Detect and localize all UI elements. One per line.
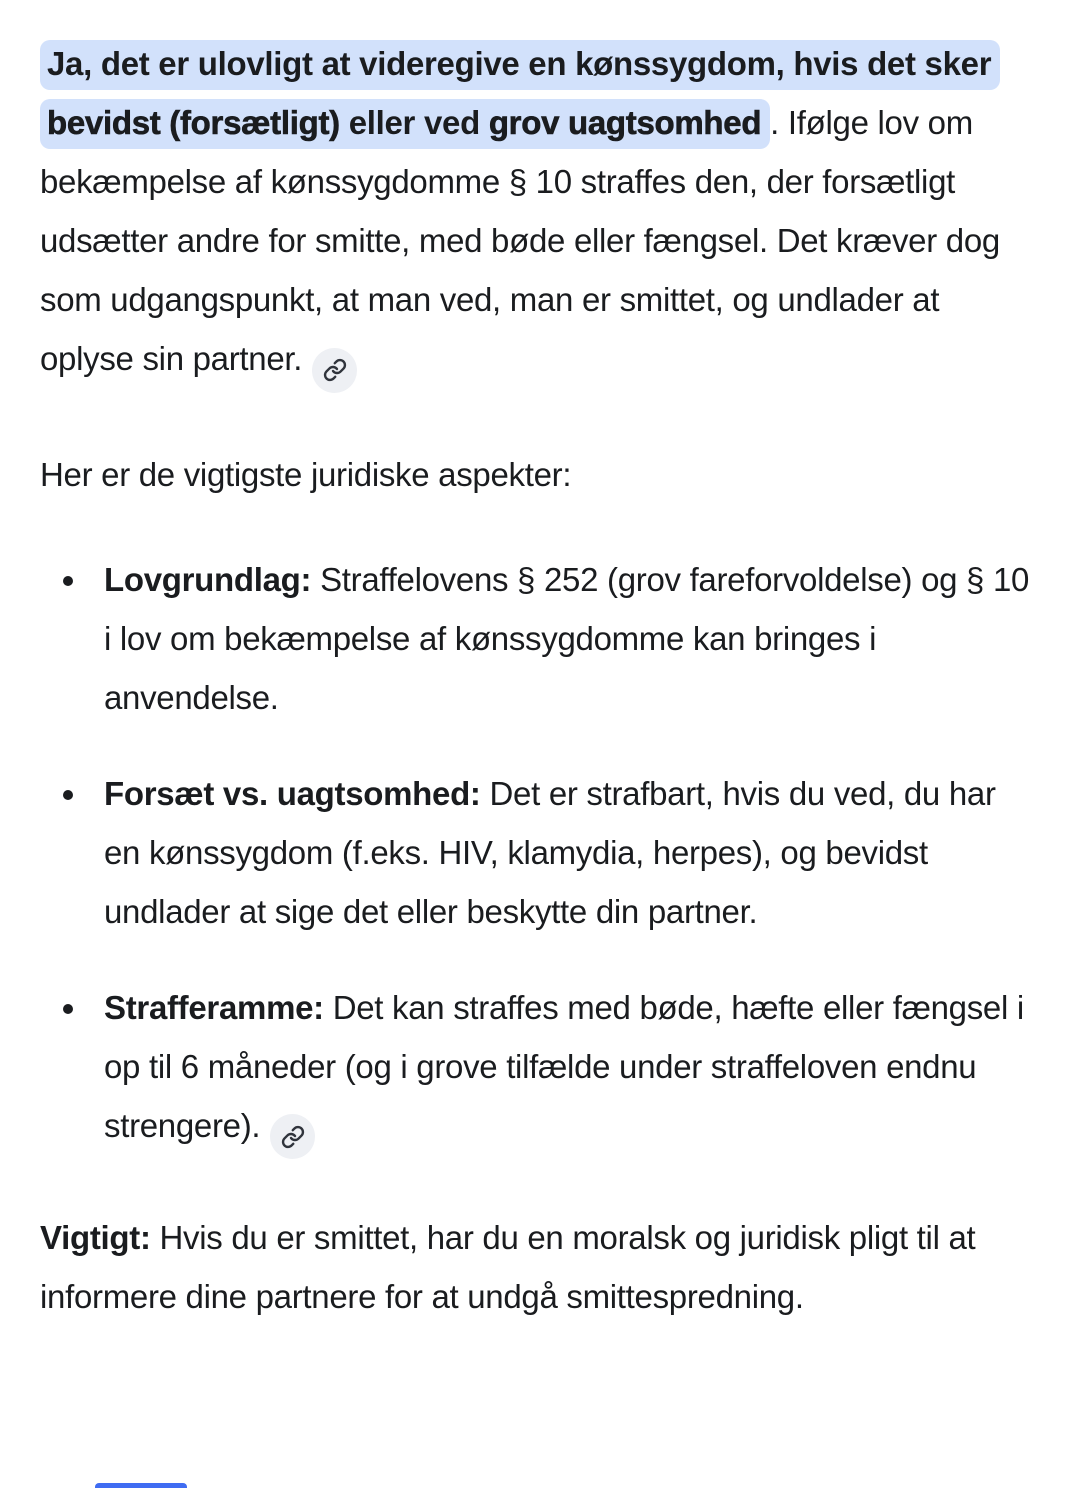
bullet-text: Straffelovens § 252 (grov fareforvoldelse) og § 10 i lov om bekæmpelse af kønssygdomme kan bringes i anvendelse. — [104, 560, 1030, 716]
citation-link-chip[interactable] — [270, 1114, 315, 1159]
bullet-label: Lovgrundlag: — [104, 560, 312, 598]
bullet-label: Forsæt vs. uagtsomhed: — [104, 774, 481, 812]
link-icon — [323, 358, 347, 382]
highlight-text: Ja, det er ulovligt at videregive en kønssygdom, hvis det sker — [47, 45, 992, 82]
intro-rest-text: . Ifølge lov om bekæmpelse af kønssygdomme § 10 straffes den, der forsætligt udsætter andre for smitte, med bøde eller fængsel. Det kræver dog som udgangspunkt, at man ved, man er smittet, og undlader at oplyse sin partner. — [40, 104, 1000, 377]
list-item — [90, 764, 1040, 941]
highlight-text: eller ved — [339, 104, 489, 141]
highlight-strong-text: bevidst (forsætligt) — [47, 104, 340, 141]
important-note-paragraph — [40, 1208, 1040, 1326]
list-item — [90, 978, 1040, 1160]
citation-link-chip[interactable] — [312, 348, 357, 393]
bottom-cutoff-element[interactable] — [95, 1483, 187, 1488]
bullet-text: Det kan straffes med bøde, hæfte eller fængsel i op til 6 måneder (og i grove tilfælde under straffeloven endnu strengere). — [104, 988, 1024, 1144]
intro-paragraph — [40, 34, 1040, 393]
link-icon — [281, 1125, 305, 1149]
list-intro-text: Her er de vigtigste juridiske aspekter: — [40, 455, 572, 493]
important-text: Hvis du er smittet, har du en moralsk og juridisk pligt til at informere dine partnere for at undgå smittespredning. — [40, 1219, 976, 1315]
legal-aspects-list — [40, 550, 1040, 1160]
highlight-strong-text: grov uagtsomhed — [488, 104, 762, 141]
list-item — [90, 550, 1040, 727]
bullet-label: Strafferamme: — [104, 988, 324, 1026]
important-label: Vigtigt: — [40, 1219, 151, 1256]
bullet-text: Det er strafbart, hvis du ved, du har en kønssygdom (f.eks. HIV, klamydia, herpes), og bevidst undlader at sige det eller beskytte din partner. — [104, 774, 996, 930]
